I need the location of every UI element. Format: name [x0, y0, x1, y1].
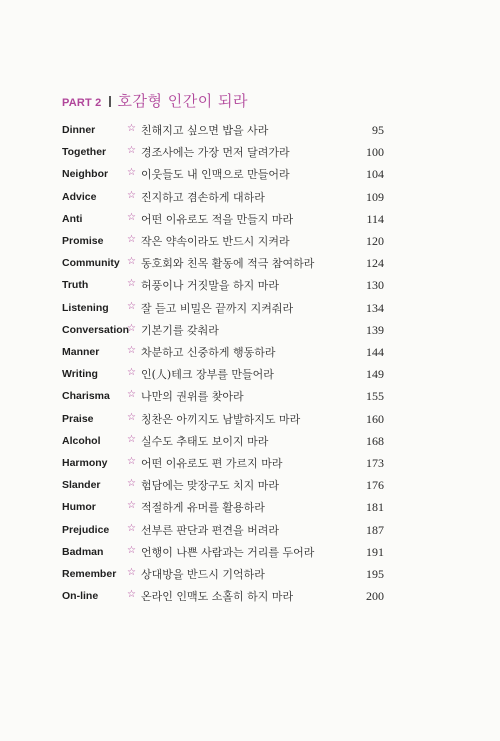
entry-keyword: Advice	[62, 190, 97, 203]
star-icon: ☆	[127, 389, 136, 401]
entry-keyword: Neighbor	[62, 168, 109, 181]
star-icon: ☆	[127, 589, 136, 601]
star-icon: ☆	[127, 500, 136, 512]
entry-title: 칭찬은 아끼지도 남발하지도 마라	[141, 412, 301, 426]
entry-title: 진지하고 겸손하게 대하라	[141, 190, 265, 204]
star-icon: ☆	[127, 278, 136, 290]
entry-keyword: Writing	[62, 368, 98, 381]
toc-entry	[0, 320, 500, 342]
toc-entry	[0, 386, 500, 408]
part-label: PART 2	[62, 97, 102, 109]
star-icon: ☆	[127, 256, 136, 268]
entry-keyword: Humor	[62, 501, 96, 514]
entry-title: 나만의 권위를 찾아라	[141, 390, 244, 404]
toc-entry	[0, 164, 500, 186]
entry-keyword: Conversation	[62, 323, 130, 336]
star-icon: ☆	[127, 478, 136, 490]
toc-entry	[0, 209, 500, 231]
entry-keyword: Remember	[62, 568, 117, 580]
toc-entry	[0, 231, 500, 253]
entry-page-number: 104	[366, 167, 384, 182]
entry-title: 적절하게 유머를 활용하라	[141, 501, 265, 515]
star-icon: ☆	[127, 567, 136, 578]
entry-page-number: 134	[366, 300, 384, 315]
star-icon: ☆	[127, 345, 136, 356]
star-icon: ☆	[127, 322, 136, 334]
entry-keyword: Badman	[62, 545, 104, 558]
toc-entry	[0, 120, 500, 142]
entry-title: 언행이 나쁜 사람과는 거리를 두어라	[141, 545, 315, 559]
star-icon: ☆	[127, 522, 136, 534]
toc-entry	[0, 298, 500, 320]
entry-keyword: Promise	[62, 235, 104, 247]
toc-entry	[0, 564, 500, 586]
entry-page-number: 100	[366, 145, 384, 160]
part-title: 호감형 인간이 되라	[117, 92, 248, 110]
entry-page-number: 181	[366, 500, 384, 515]
entry-title: 잘 듣고 비밀은 끝까지 지켜줘라	[141, 301, 294, 315]
entry-page-number: 168	[366, 433, 384, 448]
entry-keyword: Slander	[62, 479, 101, 492]
entry-page-number: 160	[366, 411, 384, 426]
entry-title: 허풍이나 거짓말을 하지 마라	[141, 279, 280, 293]
divider-bar	[109, 96, 111, 107]
entry-keyword: Charisma	[62, 390, 110, 403]
toc-entry	[0, 431, 500, 453]
entry-title: 작은 약속이라도 반드시 지켜라	[141, 235, 290, 248]
star-icon: ☆	[127, 300, 136, 312]
star-icon: ☆	[127, 411, 136, 423]
entry-page-number: 139	[366, 322, 384, 337]
star-icon: ☆	[127, 123, 136, 134]
entry-page-number: 191	[366, 544, 384, 559]
entry-page-number: 124	[366, 256, 384, 271]
star-icon: ☆	[127, 145, 136, 157]
star-icon: ☆	[127, 456, 136, 467]
entry-title: 친해지고 싶으면 밥을 사라	[141, 124, 269, 137]
entry-page-number: 173	[366, 456, 384, 470]
toc-entry	[0, 542, 500, 564]
entry-title: 온라인 인맥도 소홀히 하지 마라	[141, 590, 294, 604]
entry-title: 이웃들도 내 인맥으로 만들어라	[141, 168, 290, 182]
toc-entry	[0, 453, 500, 475]
entry-title: 인(人)테크 장부를 만들어라	[141, 368, 274, 382]
star-icon: ☆	[127, 189, 136, 201]
entry-title: 어떤 이유로도 편 가르지 마라	[141, 457, 283, 470]
star-icon: ☆	[127, 234, 136, 245]
entry-keyword: Anti	[62, 212, 83, 225]
entry-page-number: 114	[366, 211, 384, 226]
entry-title: 험담에는 맞장구도 치지 마라	[141, 479, 280, 493]
entry-keyword: On-line	[62, 590, 99, 603]
entry-keyword: Harmony	[62, 457, 108, 469]
entry-page-number: 176	[366, 478, 384, 493]
entry-title: 기본기를 갖춰라	[141, 323, 219, 337]
entry-keyword: Community	[62, 257, 120, 270]
entry-keyword: Alcohol	[62, 434, 101, 447]
entry-title: 동호회와 친목 활동에 적극 참여하라	[141, 257, 315, 271]
entry-keyword: Prejudice	[62, 523, 110, 536]
entry-title: 경조사에는 가장 먼저 달려가라	[141, 146, 290, 160]
star-icon: ☆	[127, 211, 136, 223]
entry-title: 차분하고 신중하게 행동하라	[141, 346, 276, 359]
entry-title: 선부른 판단과 편견을 버려라	[141, 523, 280, 537]
star-icon: ☆	[127, 544, 136, 556]
toc-entry	[0, 497, 500, 519]
entry-title: 상대방을 반드시 기억하라	[141, 568, 265, 581]
toc-entry	[0, 253, 500, 275]
star-icon: ☆	[127, 167, 136, 179]
toc-entry	[0, 409, 500, 431]
entry-keyword: Dinner	[62, 124, 96, 136]
entry-page-number: 120	[366, 234, 384, 248]
entry-keyword: Manner	[62, 346, 100, 358]
toc-entry	[0, 275, 500, 297]
entry-keyword: Truth	[62, 279, 89, 292]
entry-page-number: 144	[366, 345, 384, 359]
toc-entry	[0, 364, 500, 386]
entry-page-number: 187	[366, 522, 384, 537]
toc-entry	[0, 586, 500, 608]
entry-keyword: Praise	[62, 412, 94, 425]
entry-keyword: Listening	[62, 301, 109, 314]
entry-page-number: 149	[366, 367, 384, 382]
toc-entry	[0, 475, 500, 497]
entry-title: 어떤 이유로도 적을 만들지 마라	[141, 212, 294, 226]
entry-title: 실수도 추태도 보이지 마라	[141, 434, 269, 448]
part-heading	[62, 90, 248, 111]
entry-page-number: 130	[366, 278, 384, 293]
toc-entry	[0, 142, 500, 164]
entry-page-number: 195	[366, 567, 384, 581]
entry-page-number: 95	[372, 123, 384, 137]
toc-entry	[0, 520, 500, 542]
entry-keyword: Together	[62, 146, 107, 159]
toc-entry	[0, 342, 500, 364]
toc-entry	[0, 187, 500, 209]
entry-page-number: 200	[366, 589, 384, 604]
entry-page-number: 109	[366, 189, 384, 204]
star-icon: ☆	[127, 367, 136, 379]
entry-page-number: 155	[366, 389, 384, 404]
star-icon: ☆	[127, 433, 136, 445]
